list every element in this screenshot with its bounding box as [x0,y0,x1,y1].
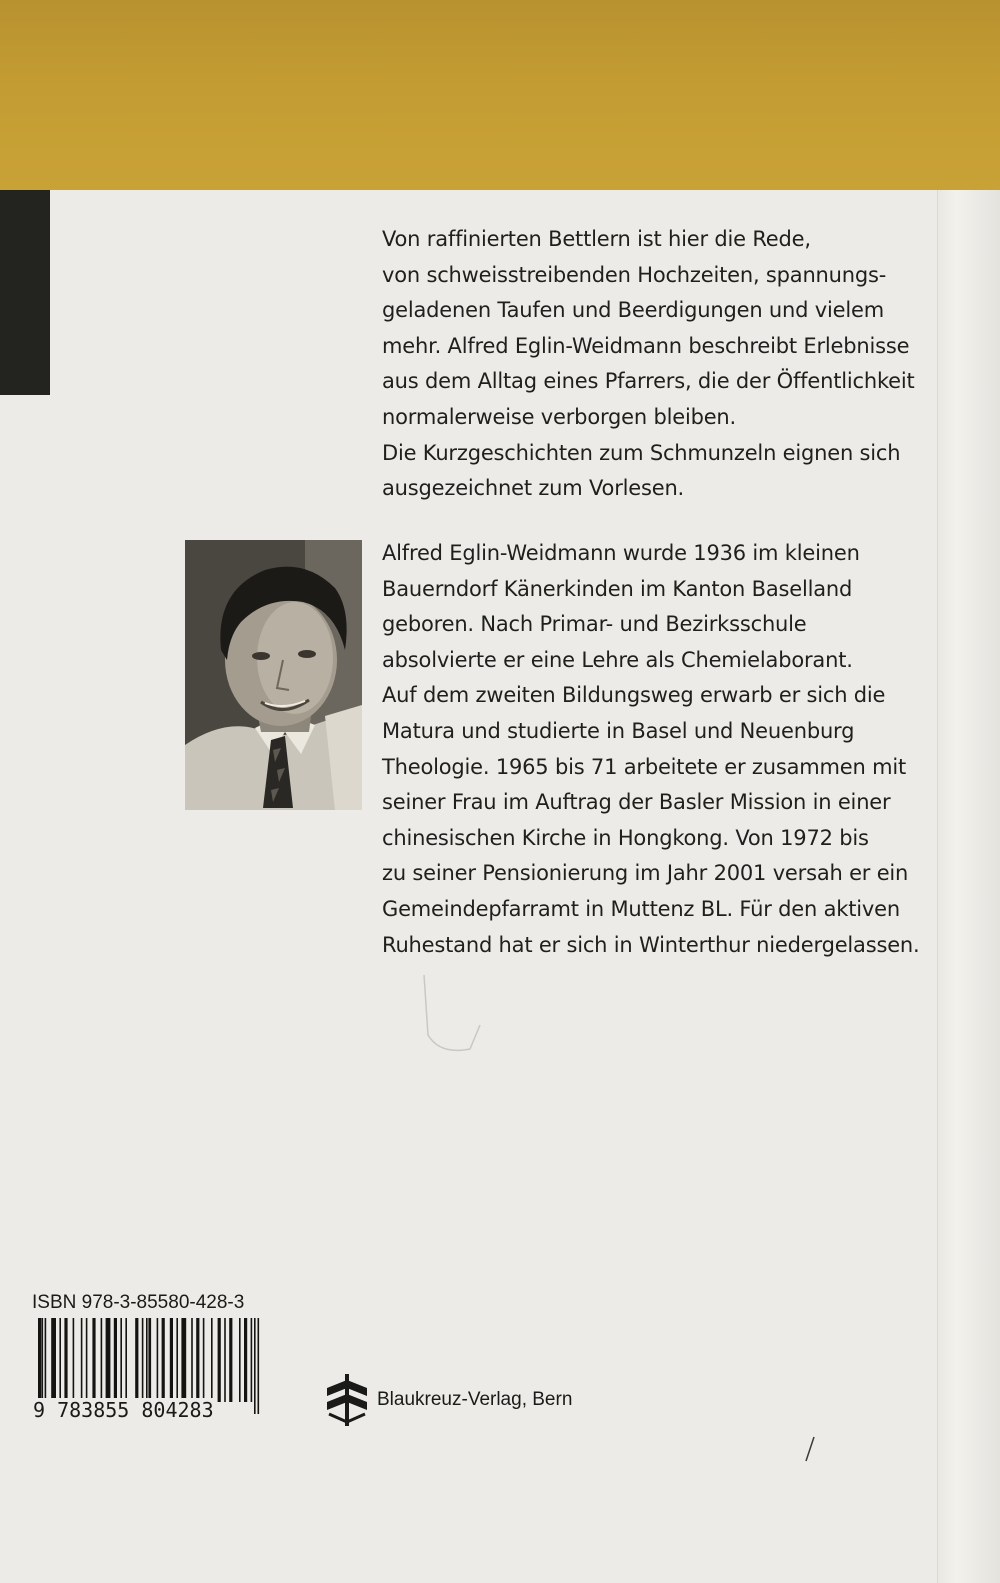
barcode-bar [120,1318,122,1402]
book-blurb [382,222,942,507]
blue-cross-logo-icon [325,1374,369,1426]
blurb-line: von schweisstreibenden Hochzeiten, spannungs- [382,262,887,287]
bio-line: Alfred Eglin-Weidmann wurde 1936 im kleinen [382,541,860,565]
barcode-bar [157,1318,159,1402]
barcode-bar [181,1318,186,1402]
author-portrait-illustration [185,540,362,810]
barcode-bar [45,1318,47,1402]
barcode-bar [162,1318,165,1402]
page-edge-strip [937,190,1000,1583]
top-color-band [0,0,1000,190]
barcode-bar [51,1318,56,1402]
barcode-bar [211,1318,213,1402]
barcode-bar [106,1318,111,1402]
barcode-bar [64,1318,67,1402]
barcode-bar [229,1318,232,1402]
barcode-bar [203,1318,205,1402]
barcode-bar [125,1318,127,1402]
black-side-tab [0,190,50,395]
barcode-bar [101,1318,103,1402]
barcode-bar [176,1318,178,1402]
bio-line: Bauerndorf Känerkinden im Kanton Baselland [382,576,853,601]
barcode-bar [92,1318,95,1402]
barcode-bar [135,1318,138,1402]
barcode-bar [224,1318,226,1402]
bio-line: Auf dem zweiten Bildungsweg erwarb er sich die [382,683,886,708]
blurb-line: mehr. Alfred Eglin-Weidmann beschreibt Erlebnisse [382,333,910,358]
barcode-bar [142,1318,144,1402]
barcode-bar [218,1318,221,1402]
barcode-bar [73,1318,75,1402]
paper-crease-mark [420,975,490,1065]
author-photo [185,540,362,810]
blurb-line: Die Kurzgeschichten zum Schmunzeln eignen sich [382,440,901,465]
barcode-bar [81,1318,83,1402]
bio-line: Gemeindepfarramt in Muttenz BL. Für den aktiven [382,896,900,921]
bio-line: absolvierte er eine Lehre als Chemielaborant. [382,647,853,672]
barcode-bar [59,1318,61,1402]
barcode-bar [239,1318,241,1402]
blurb-line: normalerweise verborgen bleiben. [382,404,737,429]
bio-line: chinesischen Kirche in Hongkong. Von 1972 bis [382,825,869,850]
bio-line: Theologie. 1965 bis 71 arbeitete er zusammen mit [382,754,907,779]
barcode-bar [114,1318,117,1402]
barcode-bar [251,1318,253,1402]
bio-line: seiner Frau im Auftrag der Basler Mission in einer [382,790,891,815]
bio-line: Ruhestand hat er sich in Winterthur niedergelassen. [382,932,920,957]
isbn-label: ISBN 978-3-85580-428-3 [32,1292,245,1313]
paper-scratch-mark [800,1435,820,1465]
blurb-line: Von raffinierten Bettlern ist hier die Rede, [382,227,811,251]
blurb-line: aus dem Alltag eines Pfarrers, die der Öffentlichkeit [382,369,915,394]
publisher-name: Blaukreuz-Verlag, Bern [377,1389,573,1410]
publisher-block [325,1374,572,1426]
barcode-digits [32,1398,268,1422]
bio-line: zu seiner Pensionierung im Jahr 2001 versah er ein [382,861,909,886]
author-biography [382,536,942,963]
barcode-digits-text: 9 783855 804283 [33,1398,214,1422]
barcode-bar [170,1318,173,1402]
barcode-bar [196,1318,199,1402]
bio-line: Matura und studierte in Basel und Neuenburg [382,718,855,743]
barcode-bar [86,1318,88,1402]
blurb-line: ausgezeichnet zum Vorlesen. [382,476,685,501]
barcode-bar [191,1318,193,1402]
blurb-line: geladenen Taufen und Beerdigungen und vielem [382,298,884,323]
barcode-bar [244,1318,247,1402]
bio-line: geboren. Nach Primar- und Bezirksschule [382,612,807,637]
